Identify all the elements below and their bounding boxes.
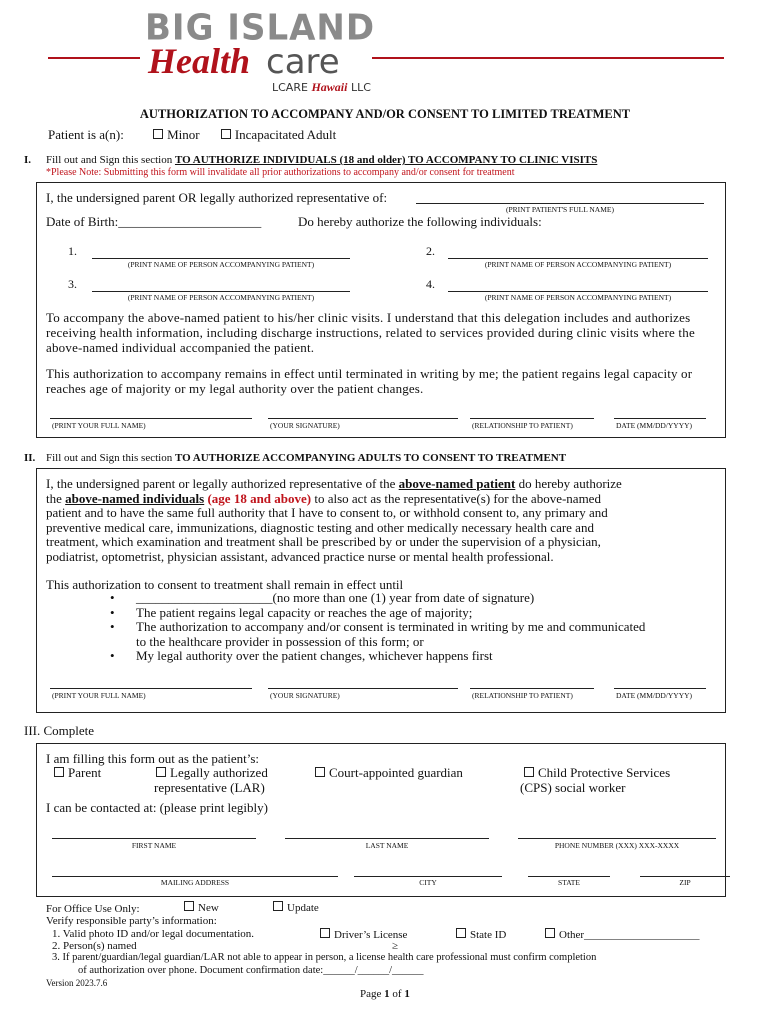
- greater-equal-symbol: ≥: [392, 940, 399, 952]
- lar-checkbox[interactable]: Legally authorized representative (LAR): [154, 765, 268, 795]
- individual-2-number: 2.: [426, 244, 435, 258]
- bullet-icon: •: [110, 590, 115, 605]
- phone-line[interactable]: [518, 828, 716, 839]
- page-number: Page 1 of 1: [360, 988, 410, 1000]
- parent-checkbox[interactable]: Parent: [54, 765, 101, 781]
- checkbox-icon: [315, 767, 325, 777]
- dob-field[interactable]: Date of Birth:______________________: [46, 214, 262, 229]
- patient-type-label: Patient is a(n):: [48, 127, 124, 142]
- checkbox-icon: [221, 129, 231, 139]
- city-line[interactable]: [354, 866, 502, 877]
- individual-4-number: 4.: [426, 277, 435, 291]
- state-id-checkbox[interactable]: State ID: [456, 928, 506, 941]
- verify-item-2: 2. Person(s) named: [52, 940, 137, 952]
- office-use-label: For Office Use Only:: [46, 903, 140, 915]
- incapacitated-adult-checkbox[interactable]: Incapacitated Adult: [221, 127, 336, 142]
- s1-relationship-label: (RELATIONSHIP TO PATIENT): [472, 421, 573, 430]
- checkbox-icon: [456, 928, 466, 938]
- other-checkbox[interactable]: Other_____________________: [545, 928, 700, 941]
- s1-name-label: (PRINT YOUR FULL NAME): [52, 421, 146, 430]
- s2-relationship-label: (RELATIONSHIP TO PATIENT): [472, 691, 573, 700]
- bullet-icon: •: [110, 604, 115, 620]
- court-guardian-checkbox[interactable]: Court-appointed guardian: [315, 765, 463, 781]
- section-2-number: II.: [24, 452, 36, 464]
- mailing-address-label: MAILING ADDRESS: [160, 878, 230, 887]
- patient-type-row: [48, 127, 336, 143]
- state-label: STATE: [558, 878, 580, 887]
- accompany-paragraph: To accompany the above-named patient to his/her clinic visits. I understand that this delegation includes and authorizes receiving health information, including discharge instructions, related to services provided during clinic visits where the above-named individual accompanied the patient.: [46, 310, 695, 355]
- section-1-intro: Fill out and Sign this section TO AUTHORIZE INDIVIDUALS (18 and older) TO ACCOMPANY TO CLINIC VISITS: [46, 154, 598, 166]
- verify-text: Verify responsible party’s information:: [46, 915, 217, 927]
- section-1-number: I.: [24, 154, 32, 166]
- s1-signature-line[interactable]: [268, 410, 458, 419]
- section-3-heading: III. Complete: [24, 723, 95, 738]
- zip-line[interactable]: [640, 866, 730, 877]
- s1-signature-label: (YOUR SIGNATURE): [270, 421, 340, 430]
- mailing-address-line[interactable]: [52, 866, 338, 877]
- logo-subtitle: LCARE Hawaii LLC: [272, 80, 371, 94]
- city-label: CITY: [419, 878, 437, 887]
- s2-date-label: DATE (MM/DD/YYYY): [616, 691, 693, 700]
- consent-paragraph: I, the undersigned parent or legally authorized representative of the above-named patient do hereby authorize the above-named individuals (age 18 and above) to also act as the representative(s) for the above-named patient and to have the same full authority that I have to consent to, or withhold consent to, any primary and preventive medical care, immunizations, diagnostic testing and other medically necessary health care and treatment, which examination and treatment shall be prescribed by or under the supervision of a physician, podiatrist, optometrist, physician assistant, advanced practice nurse or mental health professional.: [46, 476, 622, 564]
- remain-text: This authorization to consent to treatment shall remain in effect until: [46, 577, 404, 592]
- checkbox-icon: [184, 901, 194, 911]
- logo-rule-right: [372, 57, 724, 59]
- effect-paragraph: This authorization to accompany remains in effect until terminated in writing by me; the patient regains legal capacity or reaches age of majority or my legal authority over the patient changes.: [46, 366, 693, 396]
- checkbox-icon: [524, 767, 534, 777]
- verify-item-3: 3. If parent/guardian/legal guardian/LAR not able to appear in person, a license health care professional must confirm completion of authorization over phone. Document confirmation date:______/______/______: [52, 952, 597, 976]
- last-name-label: LAST NAME: [365, 841, 409, 850]
- checkbox-icon: [54, 767, 64, 777]
- s2-name-line[interactable]: [50, 680, 252, 689]
- checkbox-icon: [320, 928, 330, 938]
- s2-name-label: (PRINT YOUR FULL NAME): [52, 691, 146, 700]
- individual-2-line[interactable]: [448, 244, 708, 259]
- patient-name-line[interactable]: [416, 193, 704, 204]
- logo-big-island: BIG ISLAND: [145, 7, 376, 49]
- section-2-intro: Fill out and Sign this section TO AUTHORIZE ACCOMPANYING ADULTS TO CONSENT TO TREATMENT: [46, 452, 567, 464]
- individual-4-label: (PRINT NAME OF PERSON ACCOMPANYING PATIENT): [484, 293, 672, 302]
- individual-4-line[interactable]: [448, 277, 708, 292]
- s2-signature-line[interactable]: [268, 680, 458, 689]
- individual-3-number: 3.: [68, 277, 77, 291]
- last-name-line[interactable]: [285, 828, 489, 839]
- s1-relationship-line[interactable]: [470, 410, 594, 419]
- s2-signature-label: (YOUR SIGNATURE): [270, 691, 340, 700]
- s1-name-line[interactable]: [50, 410, 252, 419]
- s1-date-line[interactable]: [614, 410, 706, 419]
- bullet-icon: •: [110, 648, 115, 663]
- section-1-note: *Please Note: Submitting this form will invalidate all prior authorizations to accompany and/or consent for treatment: [46, 167, 515, 178]
- logo-health: Health: [148, 41, 251, 81]
- checkbox-icon: [156, 767, 166, 777]
- version-text: Version 2023.7.6: [46, 978, 108, 988]
- checkbox-icon: [153, 129, 163, 139]
- verify-item-1: 1. Valid photo ID and/or legal documentation.: [52, 928, 255, 940]
- patient-name-label: (PRINT PATIENT'S FULL NAME): [506, 205, 614, 214]
- checkbox-icon: [545, 928, 555, 938]
- phone-label: PHONE NUMBER (XXX) XXX-XXXX: [554, 841, 680, 850]
- first-name-line[interactable]: [52, 828, 256, 839]
- individual-3-label: (PRINT NAME OF PERSON ACCOMPANYING PATIENT): [127, 293, 315, 302]
- s1-date-label: DATE (MM/DD/YYYY): [616, 421, 693, 430]
- logo-care: care: [266, 42, 340, 82]
- s2-date-line[interactable]: [614, 680, 706, 689]
- individual-1-number: 1.: [68, 244, 77, 258]
- minor-checkbox[interactable]: Minor: [153, 127, 200, 142]
- undersigned-text: I, the undersigned parent OR legally authorized representative of:: [46, 190, 388, 205]
- filling-text: I am filling this form out as the patient’s:: [46, 751, 260, 766]
- individual-1-line[interactable]: [92, 244, 350, 259]
- state-line[interactable]: [528, 866, 610, 877]
- contact-text: I can be contacted at: (please print legibly): [46, 800, 268, 815]
- zip-label: ZIP: [679, 878, 691, 887]
- individual-2-label: (PRINT NAME OF PERSON ACCOMPANYING PATIENT): [484, 260, 672, 269]
- office-new-checkbox[interactable]: New: [184, 901, 219, 914]
- individual-3-line[interactable]: [92, 277, 350, 292]
- logo-rule-left: [48, 57, 140, 59]
- office-update-checkbox[interactable]: Update: [273, 901, 319, 914]
- authorize-text: Do hereby authorize the following individuals:: [298, 214, 542, 229]
- termination-list: • _____________________(no more than one (1) year from date of signature) • The patient regains legal capacity or reaches the age of majority; • The authorization to accompany and/or consent is terminated in writing by me and communicated to the healthcare provider in possession of this form; or • My legal authority over the patient changes, whichever happens first: [110, 590, 646, 663]
- drivers-license-checkbox[interactable]: Driver’s License: [320, 928, 407, 941]
- bullet-icon: •: [110, 619, 115, 634]
- cps-checkbox[interactable]: Child Protective Services (CPS) social worker: [520, 765, 671, 795]
- s2-relationship-line[interactable]: [470, 680, 594, 689]
- individual-1-label: (PRINT NAME OF PERSON ACCOMPANYING PATIENT): [127, 260, 315, 269]
- checkbox-icon: [273, 901, 283, 911]
- first-name-label: FIRST NAME: [131, 841, 177, 850]
- form-title: AUTHORIZATION TO ACCOMPANY AND/OR CONSENT TO LIMITED TREATMENT: [139, 107, 631, 121]
